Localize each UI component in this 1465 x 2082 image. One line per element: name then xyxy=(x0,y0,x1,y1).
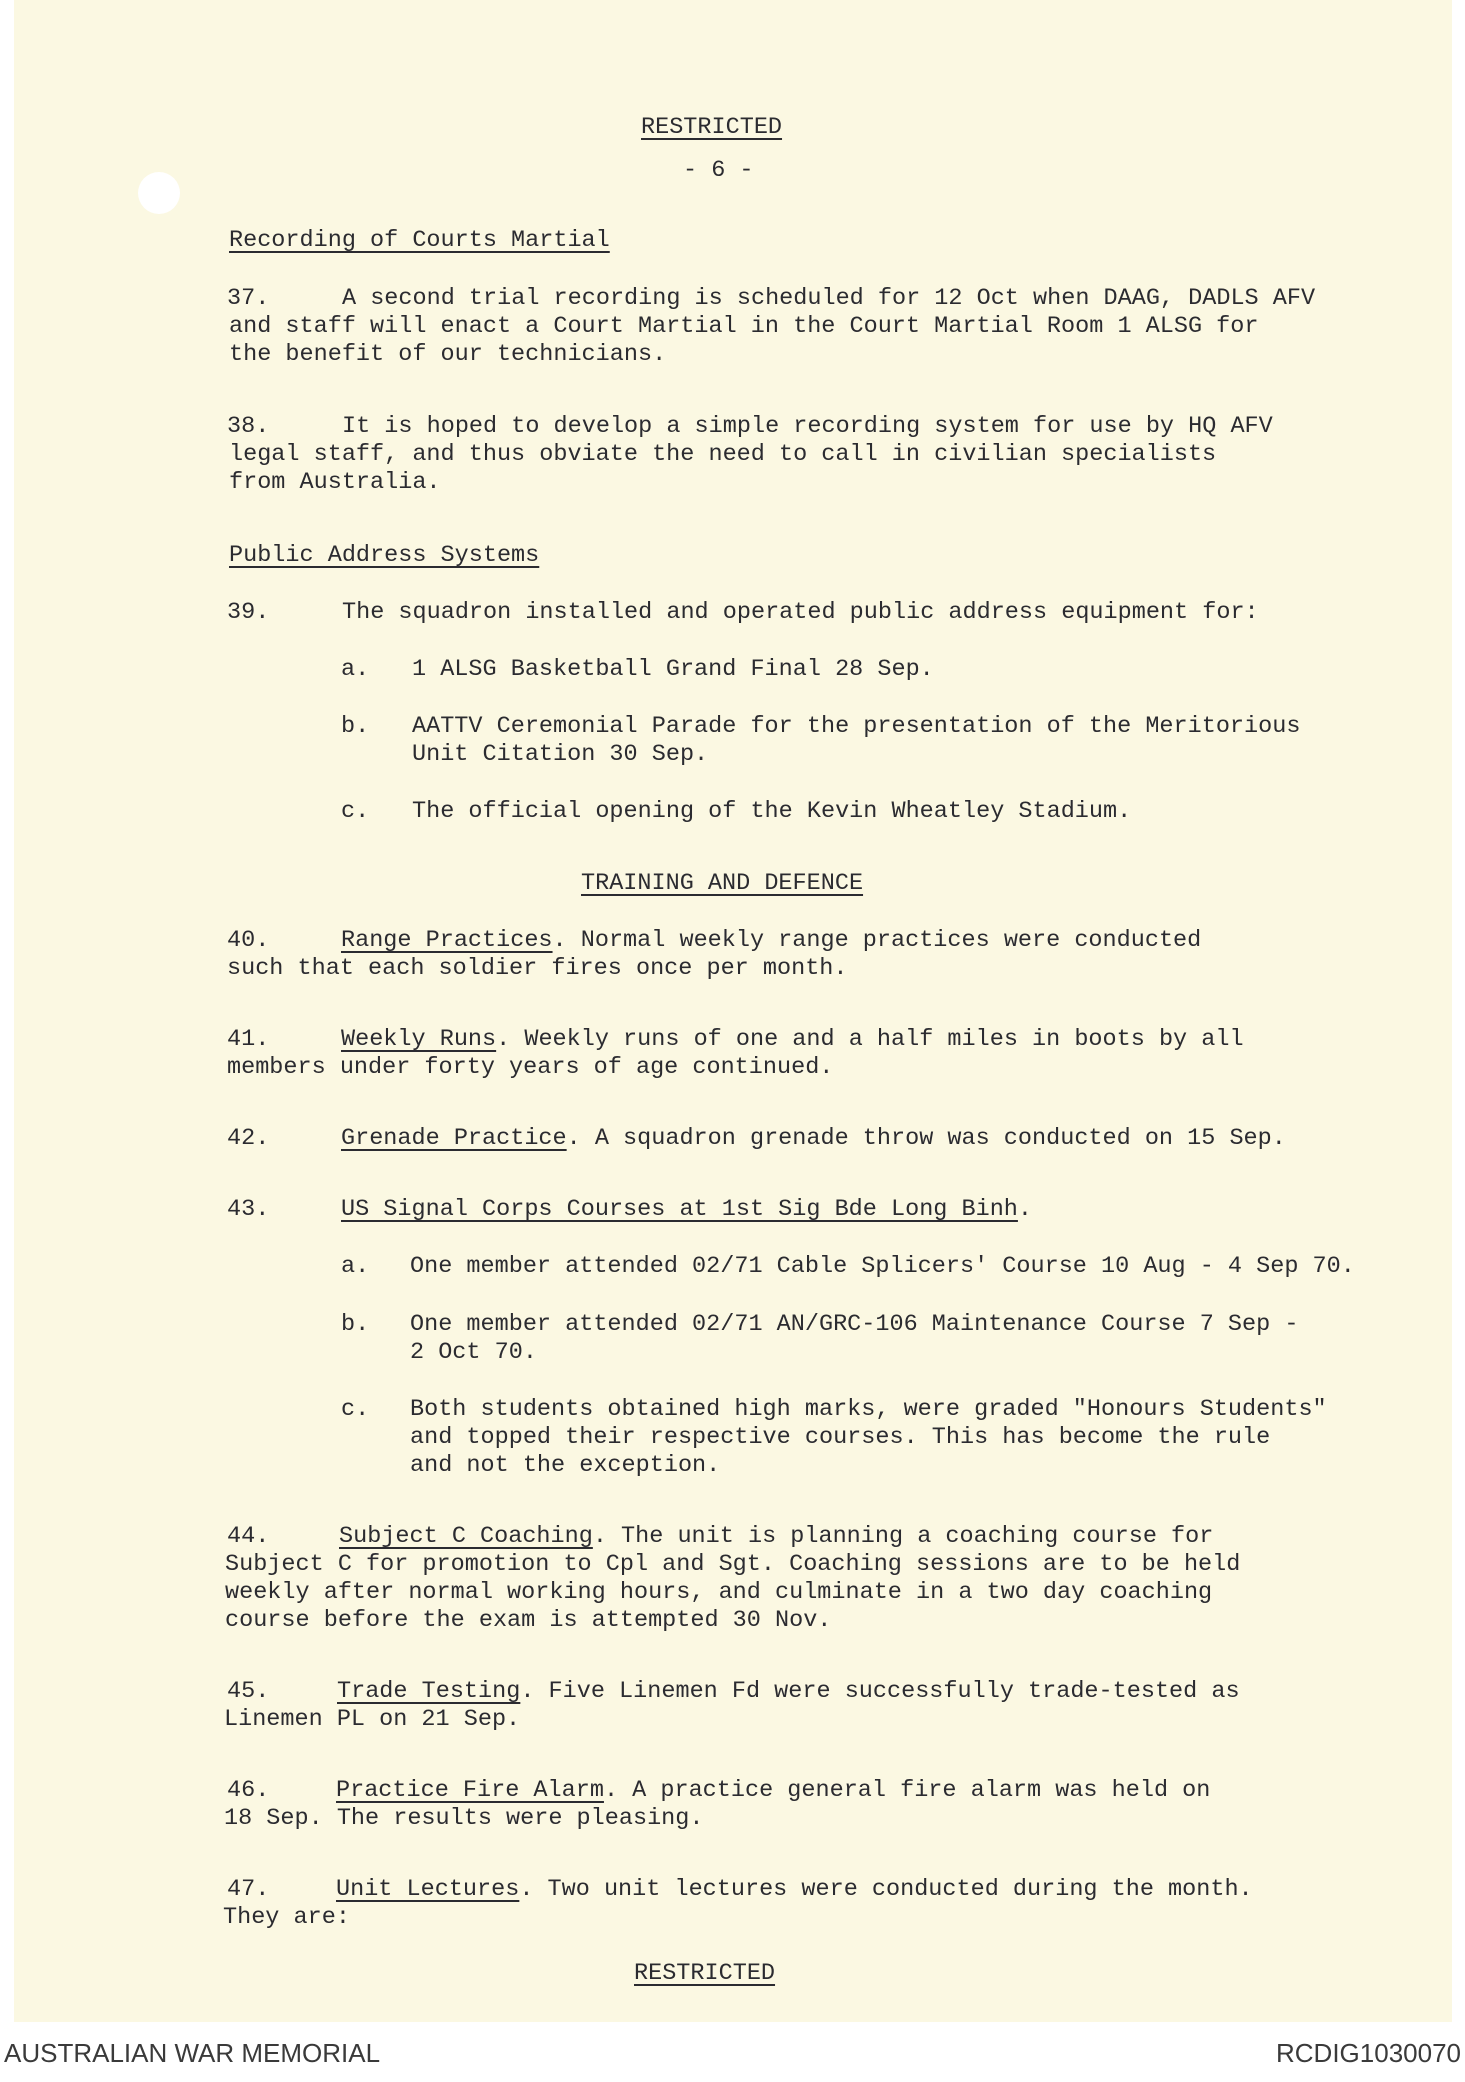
sub-item-text: 1 ALSG Basketball Grand Final 28 Sep. xyxy=(412,656,934,683)
paragraph-title: Subject C Coaching xyxy=(339,1523,593,1550)
paragraph-line: from Australia. xyxy=(229,469,441,496)
paragraph-line: A second trial recording is scheduled for 12 Oct when DAAG, DADLS AFV xyxy=(342,285,1316,312)
paragraph-line: . Weekly runs of one and a half miles in boots by all xyxy=(496,1026,1244,1053)
section-heading-courts-martial: Recording of Courts Martial xyxy=(229,227,610,254)
sub-item-label: c. xyxy=(341,1396,370,1423)
paragraph-title: Weekly Runs xyxy=(341,1026,497,1053)
paragraph-line: Subject C for promotion to Cpl and Sgt. Coaching sessions are to be held xyxy=(225,1551,1241,1578)
sub-item-text: One member attended 02/71 AN/GRC-106 Maintenance Course 7 Sep - xyxy=(410,1311,1299,1338)
paragraph-line: 18 Sep. The results were pleasing. xyxy=(224,1805,704,1832)
sub-item-text: AATTV Ceremonial Parade for the presentation of the Meritorious xyxy=(412,713,1301,740)
sub-item-text: Unit Citation 30 Sep. xyxy=(412,741,709,768)
punch-hole xyxy=(138,172,180,214)
paragraph-line: Linemen PL on 21 Sep. xyxy=(224,1706,521,1733)
paragraph-title: Range Practices xyxy=(341,927,553,954)
section-heading-training-defence: TRAINING AND DEFENCE xyxy=(581,870,864,897)
sub-item-label: b. xyxy=(341,1311,370,1338)
paragraph-number: 47. xyxy=(227,1876,270,1903)
paragraph-number: 42. xyxy=(227,1125,270,1152)
paragraph-line: . Two unit lectures were conducted during the month. xyxy=(519,1876,1253,1903)
paragraph-number: 45. xyxy=(227,1678,270,1705)
sub-item-label: a. xyxy=(341,656,370,683)
paragraph-line: weekly after normal working hours, and culminate in a two day coaching xyxy=(225,1579,1213,1606)
archive-source: AUSTRALIAN WAR MEMORIAL xyxy=(4,2038,381,2068)
sub-item-label: b. xyxy=(341,713,370,740)
section-heading-public-address: Public Address Systems xyxy=(229,542,540,569)
footer-classification: RESTRICTED xyxy=(634,1960,776,1987)
paragraph-title: US Signal Corps Courses at 1st Sig Bde Long Binh xyxy=(341,1196,1018,1223)
archive-id: RCDIG1030070 xyxy=(1276,2038,1461,2068)
sub-item-text: Both students obtained high marks, were graded "Honours Students" xyxy=(410,1396,1327,1423)
sub-item-text: 2 Oct 70. xyxy=(410,1339,537,1366)
header-classification: RESTRICTED xyxy=(641,114,783,141)
paragraph-number: 46. xyxy=(227,1777,270,1804)
paragraph-line: . The unit is planning a coaching course for xyxy=(592,1523,1214,1550)
paragraph-number: 44. xyxy=(227,1523,270,1550)
paragraph-number: 37. xyxy=(227,285,270,312)
sub-item-label: a. xyxy=(341,1253,370,1280)
paragraph-number: 40. xyxy=(227,927,270,954)
paragraph-line: It is hoped to develop a simple recording system for use by HQ AFV xyxy=(342,413,1273,440)
paragraph-line: and staff will enact a Court Martial in the Court Martial Room 1 ALSG for xyxy=(229,313,1259,340)
paragraph-line: . Five Linemen Fd were successfully trade-tested as xyxy=(520,1678,1240,1705)
paragraph-line: The squadron installed and operated public address equipment for: xyxy=(342,599,1259,626)
paragraph-line: members under forty years of age continued. xyxy=(227,1054,834,1081)
paragraph-line: such that each soldier fires once per month. xyxy=(227,955,848,982)
paragraph-line: They are: xyxy=(223,1904,350,1931)
paragraph-line: . A practice general fire alarm was held on xyxy=(603,1777,1211,1804)
paragraph-number: 43. xyxy=(227,1196,270,1223)
document-page xyxy=(14,0,1452,2022)
paragraph-title: Grenade Practice xyxy=(341,1125,567,1152)
paragraph-number: 41. xyxy=(227,1026,270,1053)
paragraph-line: the benefit of our technicians. xyxy=(229,341,667,368)
sub-item-text: The official opening of the Kevin Wheatley Stadium. xyxy=(412,798,1132,825)
paragraph-line: legal staff, and thus obviate the need to call in civilian specialists xyxy=(229,441,1217,468)
paragraph-title: Trade Testing xyxy=(337,1678,521,1705)
page-number: - 6 - xyxy=(683,157,754,184)
paragraph-number: 38. xyxy=(227,413,270,440)
paragraph-line: . xyxy=(1017,1196,1033,1223)
sub-item-text: and not the exception. xyxy=(410,1452,721,1479)
sub-item-text: and topped their respective courses. This has become the rule xyxy=(410,1424,1271,1451)
sub-item-text: One member attended 02/71 Cable Splicers' Course 10 Aug - 4 Sep 70. xyxy=(410,1253,1355,1280)
paragraph-line: . Normal weekly range practices were conducted xyxy=(552,927,1202,954)
archive-footer xyxy=(0,2022,1465,2082)
paragraph-number: 39. xyxy=(227,599,270,626)
paragraph-title: Unit Lectures xyxy=(336,1876,520,1903)
sub-item-label: c. xyxy=(341,798,370,825)
paragraph-line: course before the exam is attempted 30 Nov. xyxy=(225,1607,832,1634)
paragraph-line: . A squadron grenade throw was conducted on 15 Sep. xyxy=(566,1125,1286,1152)
paragraph-title: Practice Fire Alarm xyxy=(336,1777,604,1804)
